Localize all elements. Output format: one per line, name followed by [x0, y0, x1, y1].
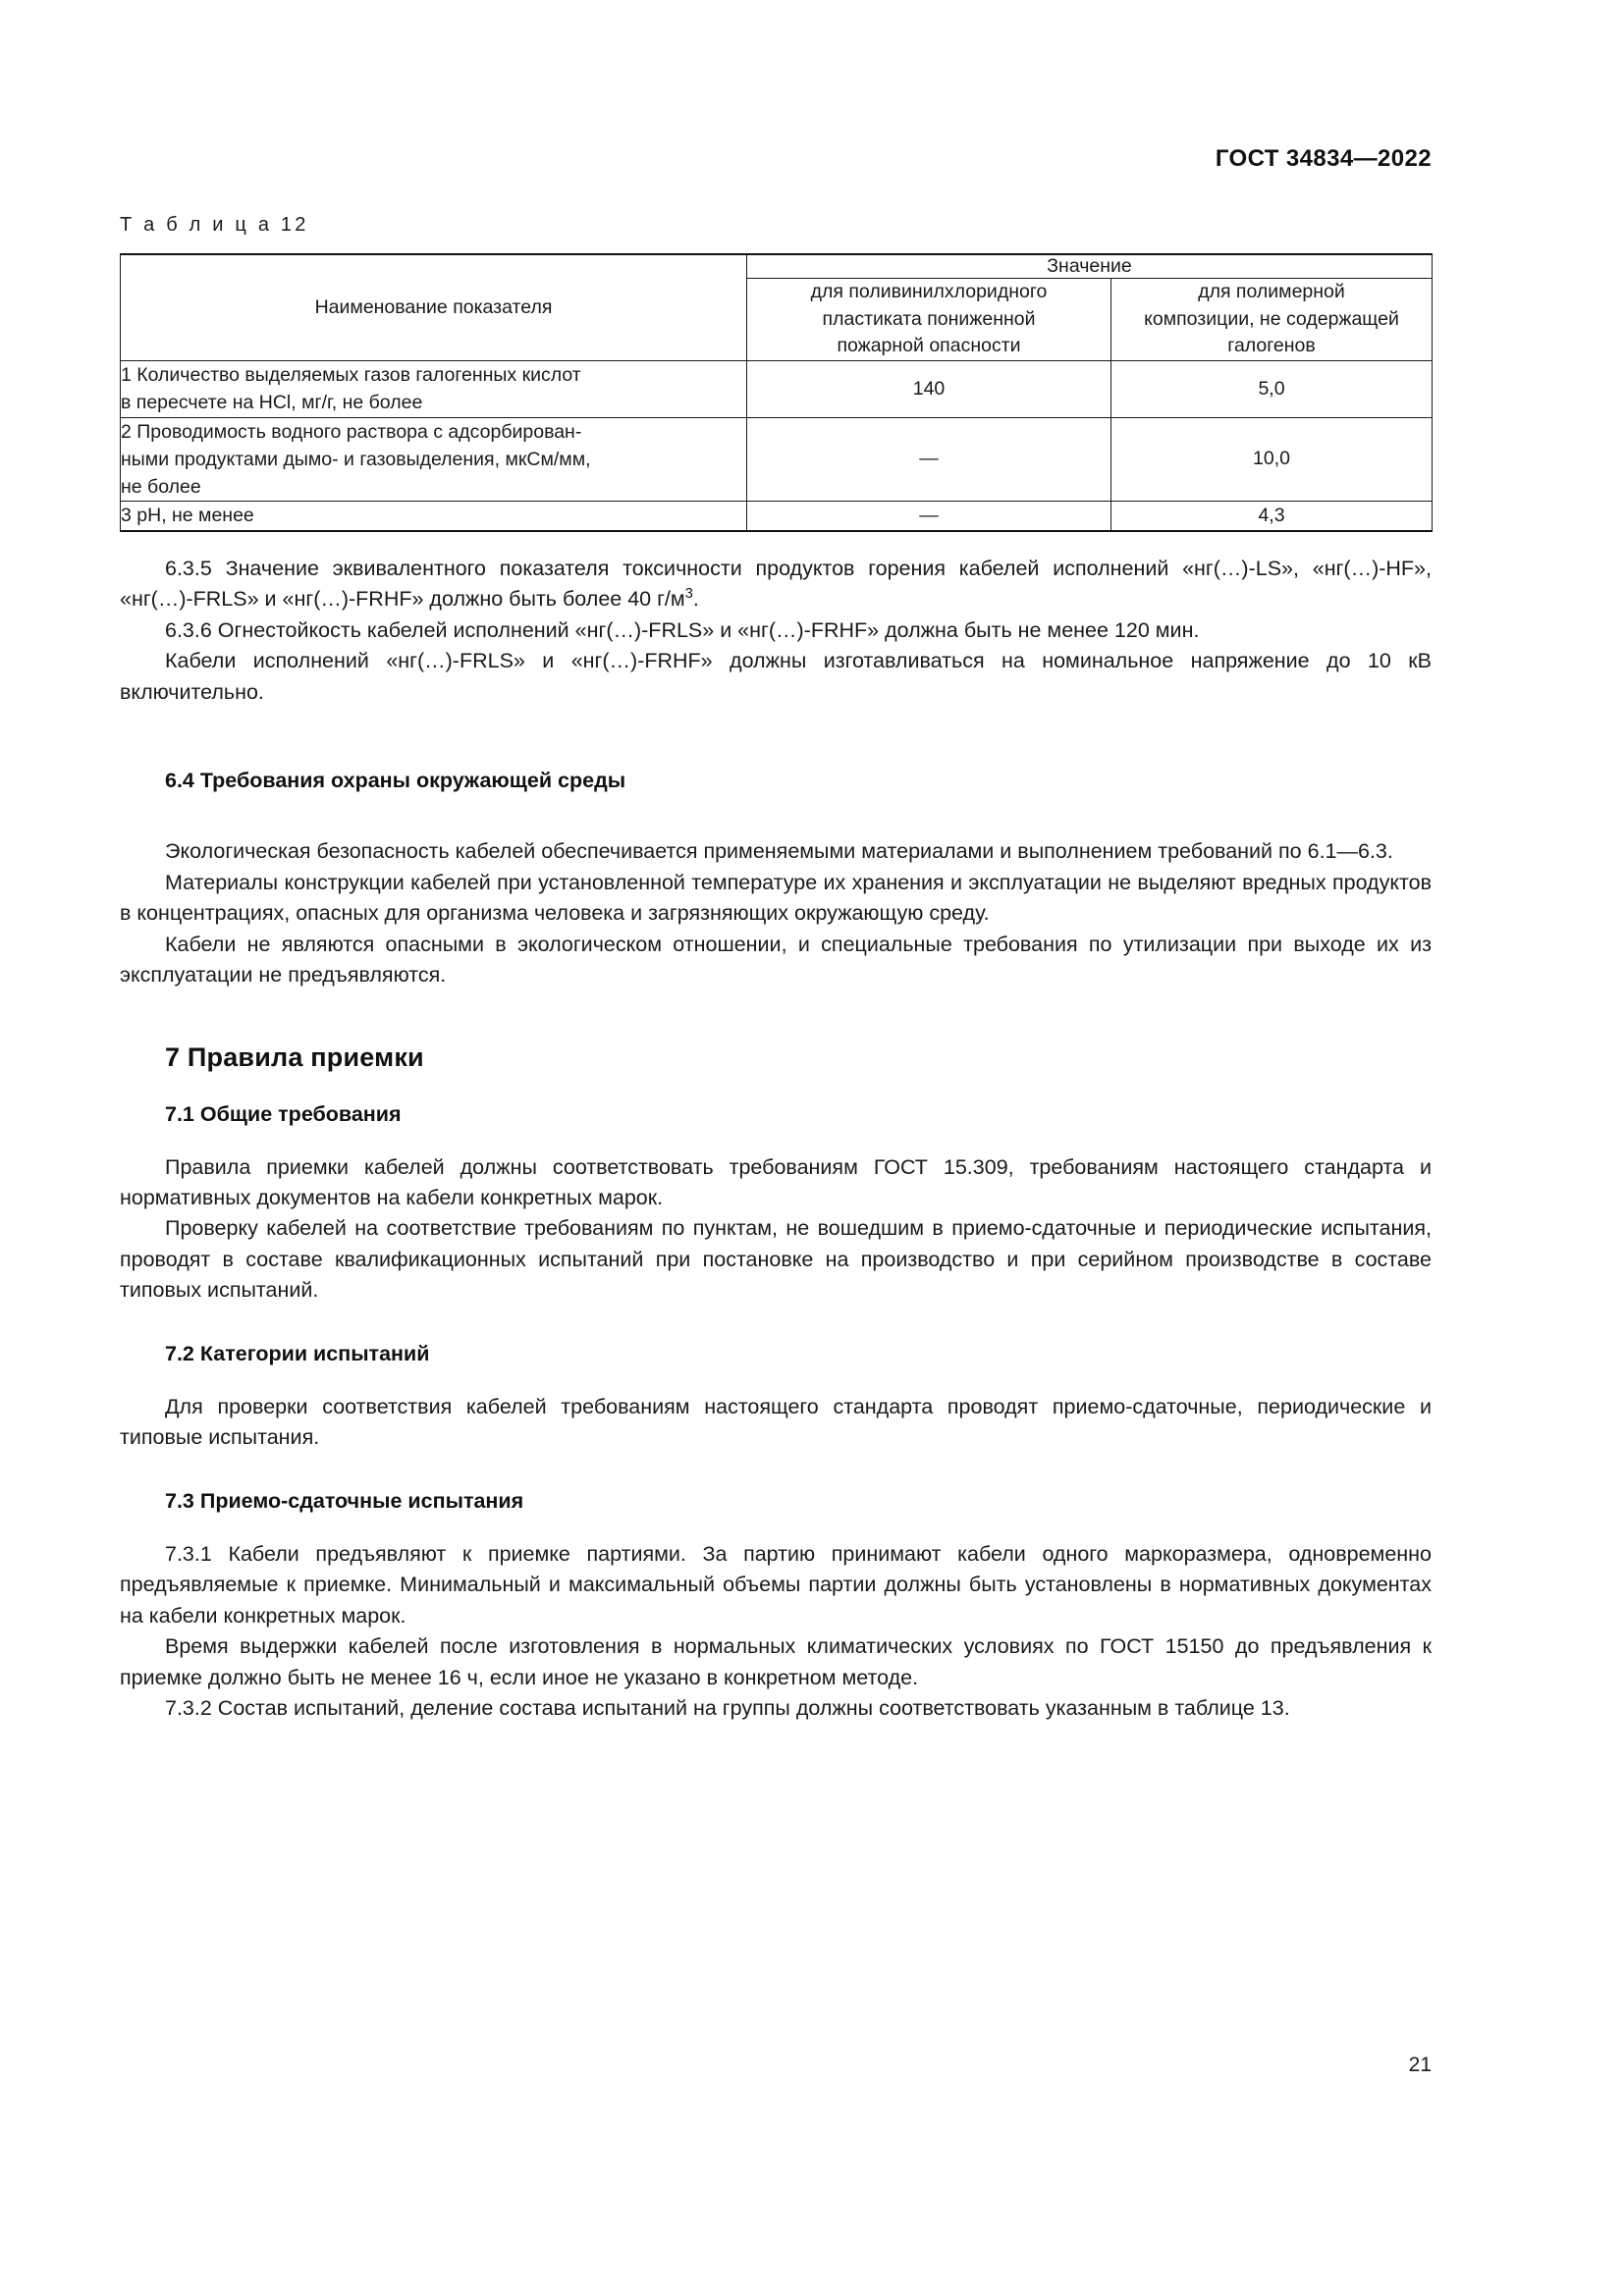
paragraph-6-3-5-period: . [692, 587, 699, 612]
column-header-pvc [747, 279, 1111, 361]
paragraph-eco-2: Материалы конструкции кабелей при установленной температуре их хранения и эксплуатации не выделяют вредных продуктов в концентрациях, опасных для организма человека и загрязняющих окружающую среду. [120, 870, 1432, 926]
row-3-value-polymer: 4,3 [1111, 502, 1433, 531]
heading-7-2: 7.2 Категории испытаний [165, 1341, 430, 1365]
column-header-value-group: Значение [747, 254, 1433, 279]
table-caption: Т а б л и ц а 12 [120, 214, 309, 236]
row-3-indicator: 3 pH, не менее [121, 502, 747, 531]
paragraph-7-2-1: Для проверки соответствия кабелей требованиям настоящего стандарта проводят приемо-сдаточные, периодические и типовые испытания. [120, 1394, 1432, 1450]
page-number: 21 [1408, 2054, 1432, 2076]
row-2-indicator-line3: не более [121, 476, 201, 499]
row-2-indicator-line1: 2 Проводимость водного раствора с адсорбирован- [121, 420, 582, 443]
table-header-row-group [121, 254, 1433, 279]
paragraph-6-3-6: 6.3.6 Огнестойкость кабелей исполнений «нг(…)-FRLS» и «нг(…)-FRHF» должна быть не менее 120 мин. [165, 617, 1200, 642]
column-header-polymer-line3: галогенов [1227, 335, 1316, 357]
column-header-polymer-line1: для полимерной [1198, 281, 1345, 302]
column-header-pvc-line2: пластиката пониженной [822, 307, 1036, 330]
column-header-indicator-name: Наименование показателя [121, 254, 747, 361]
paragraph-nominal-voltage: Кабели исполнений «нг(…)-FRLS» и «нг(…)-FRHF» должны изготавливаться на номинальное напряжение до 10 кВ включительно. [120, 649, 1432, 704]
heading-7-1: 7.1 Общие требования [165, 1101, 402, 1126]
paragraph-7-3-1b: Время выдержки кабелей после изготовления в нормальных климатических условиях по ГОСТ 15150 до предъявления к приемке должно быть не менее 16 ч, если иное не указано в конкретном методе. [120, 1634, 1432, 1689]
table-row [121, 417, 1433, 502]
row-2-value-polymer: 10,0 [1111, 417, 1433, 502]
paragraph-6-3-5 [120, 554, 1432, 615]
row-1-value-polymer: 5,0 [1111, 361, 1433, 418]
row-2-value-pvc: — [747, 417, 1111, 502]
row-2-indicator [121, 417, 747, 502]
row-1-indicator-line1: 1 Количество выделяемых газов галогенных кислот [121, 364, 581, 387]
page-content [120, 214, 1432, 1725]
column-header-polymer-line2: композиции, не содержащей [1144, 307, 1399, 330]
heading-7: 7 Правила приемки [165, 1041, 424, 1072]
column-header-pvc-line3: пожарной опасности [837, 335, 1021, 357]
heading-6-4: 6.4 Требования охраны окружающей среды [165, 769, 626, 793]
row-1-value-pvc: 140 [747, 361, 1111, 418]
row-1-indicator-line2: в пересчете на HCl, мг/г, не более [121, 392, 423, 414]
paragraph-7-1-1: Правила приемки кабелей должны соответствовать требованиям ГОСТ 15.309, требованиям настоящего стандарта и нормативных документов на кабели конкретных марок. [120, 1154, 1432, 1209]
column-header-pvc-line1: для поливинилхлоридного [810, 281, 1048, 302]
row-1-indicator [121, 361, 747, 418]
paragraph-eco-1: Экологическая безопасность кабелей обеспечивается применяемыми материалами и выполнением требований по 6.1—6.3. [165, 839, 1393, 864]
row-3-value-pvc: — [747, 502, 1111, 531]
paragraph-eco-3: Кабели не являются опасными в экологическом отношении, и специальные требования по утилизации при выходе их из эксплуатации не предъявляются. [120, 932, 1432, 988]
cubic-meter-exponent: 3 [684, 585, 693, 602]
table-row [121, 361, 1433, 418]
body-text [120, 554, 1432, 1725]
table-12 [120, 253, 1433, 532]
running-header-standard-number: ГОСТ 34834—2022 [1215, 145, 1432, 172]
paragraph-7-3-2: 7.3.2 Состав испытаний, деление состава испытаний на группы должны соответствовать указанным в таблице 13. [165, 1696, 1290, 1721]
table-row [121, 502, 1433, 531]
row-2-indicator-line2: ными продуктами дымо- и газовыделения, мкСм/мм, [121, 448, 591, 470]
paragraph-7-1-2: Проверку кабелей на соответствие требованиям по пунктам, не вошедшим в приемо-сдаточные и периодические испытания, проводят в составе квалификационных испытаний при постановке на производство и при серийном производстве в составе типовых испытаний. [120, 1216, 1432, 1303]
paragraph-6-3-5-text: 6.3.5 Значение эквивалентного показателя токсичности продуктов горения кабелей исполнений «нг(…)-LS», «нг(…)-HF», «нг(…)-FRLS» и «нг(…)-FRHF» должно быть более 40 г/м [120, 556, 1432, 612]
column-header-polymer [1111, 279, 1433, 361]
paragraph-7-3-1: 7.3.1 Кабели предъявляют к приемке партиями. За партию принимают кабели одного маркоразмера, одновременно предъявляемые к приемке. Минимальный и максимальный объемы партии должны быть установлены в нормативных документах на кабели конкретных марок. [120, 1541, 1432, 1628]
heading-7-3: 7.3 Приемо-сдаточные испытания [165, 1488, 524, 1513]
